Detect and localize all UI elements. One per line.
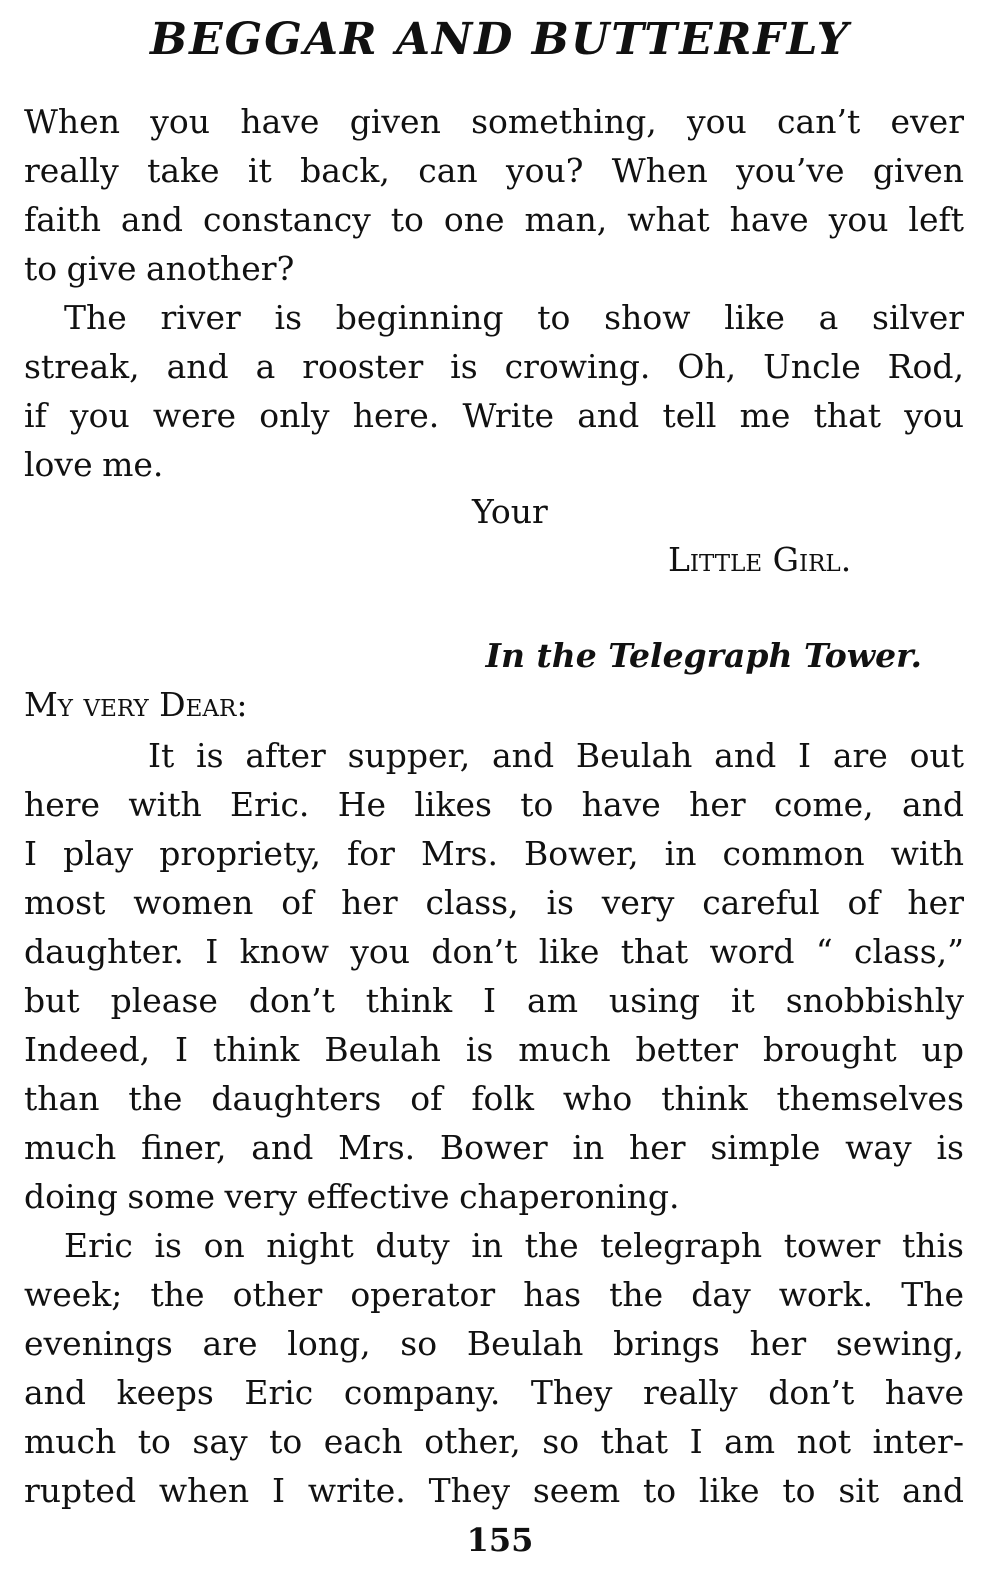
text-line: Eric is on night duty in the telegraph tower this [64,1226,964,1265]
salutation: My very Dear: [24,685,248,724]
text-line: and keeps Eric company. They really don’t have [24,1373,964,1412]
running-head: BEGGAR AND BUTTERFLY [149,14,851,65]
text-line: most women of her class, is very careful of her [24,883,964,922]
text-line: to give another? [24,249,295,288]
text-line: week; the other operator has the day work. The [24,1275,964,1314]
text-line: daughter. I know you don’t like that word “ class,” [24,932,964,971]
text-line: here with Eric. He likes to have her come, and [24,785,964,824]
text-line: much to say to each other, so that I am not inter- [24,1422,964,1461]
text-line: than the daughters of folk who think themselves [24,1079,964,1118]
text-line: doing some very effective chaperoning. [24,1177,680,1216]
text-line: much finer, and Mrs. Bower in her simple way is [24,1128,964,1167]
text-line: but please don’t think I am using it snobbishly [24,981,964,1020]
text-line: rupted when I write. They seem to like to sit and [24,1471,964,1510]
text-line: love me. [24,445,164,484]
closing-your: Your [472,492,548,531]
text-line: The river is beginning to show like a silver [64,298,964,337]
text-line: Indeed, I think Beulah is much better brought up [24,1030,964,1069]
text-line: if you were only here. Write and tell me that you [24,396,964,435]
text-line: faith and constancy to one man, what have you left [24,200,964,239]
page-number: 155 [466,1521,534,1559]
text-line: When you have given something, you can’t ever [24,102,964,141]
text-line: It is after supper, and Beulah and I are out [148,736,964,775]
text-line: really take it back, can you? When you’ve given [24,151,964,190]
text-line: I play propriety, for Mrs. Bower, in common with [24,834,964,873]
closing-signature: Little Girl. [668,540,852,579]
letter-location: In the Telegraph Tower. [485,636,922,675]
text-line: evenings are long, so Beulah brings her sewing, [24,1324,964,1363]
text-line: streak, and a rooster is crowing. Oh, Uncle Rod, [24,347,964,386]
